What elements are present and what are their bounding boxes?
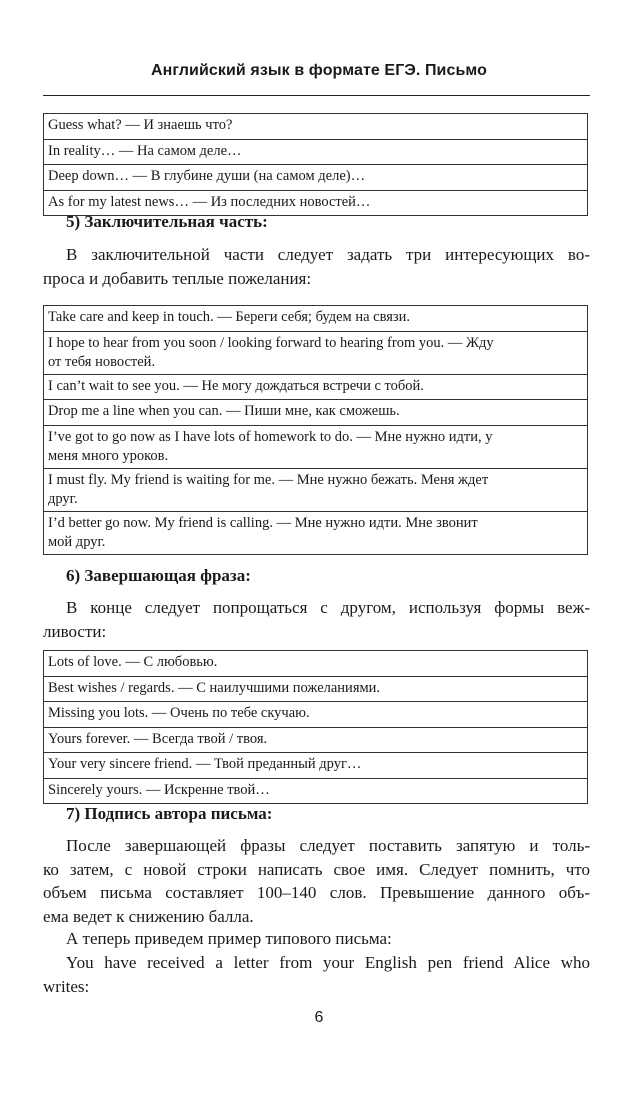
paragraph-signature xyxy=(43,834,590,928)
cell-line: I hope to hear from you soon / looking forward to hearing from you. — Жду xyxy=(48,334,494,351)
table-cell xyxy=(44,511,588,554)
table-cell xyxy=(44,306,588,332)
table-row xyxy=(44,331,588,374)
table-cell xyxy=(44,425,588,468)
table-cell: Best wishes / regards. — С наилучшими пожеланиями. xyxy=(44,676,588,702)
table-row xyxy=(44,374,588,400)
paragraph-task xyxy=(43,951,590,998)
paragraph-line: ливости: xyxy=(43,621,107,641)
cell-line: Take care and keep in touch. — Береги себя; будем на связи. xyxy=(48,309,411,325)
section-heading-final-phrase: 6) Завершающая фраза: xyxy=(66,566,251,585)
table-cell: Deep down… — В глубине души (на самом деле)… xyxy=(44,165,588,191)
table-row xyxy=(44,778,588,804)
cell-line: Drop me a line when you can. — Пиши мне, как сможешь. xyxy=(48,403,400,419)
paragraph-example-intro xyxy=(43,927,590,951)
table-cell: Yours forever. — Всегда твой / твоя. xyxy=(44,727,588,753)
table-row xyxy=(44,425,588,468)
cell-line: друг. xyxy=(48,490,78,507)
paragraph-line: You have received a letter from your English pen friend Alice who xyxy=(66,953,590,972)
page-number: 6 xyxy=(314,1009,324,1026)
table-cell: As for my latest news… — Из последних новостей… xyxy=(44,190,588,216)
table-cell: Guess what? — И знаешь что? xyxy=(44,114,588,140)
paragraph-line: объем письма составляет 100–140 слов. Превышение данного объ- xyxy=(43,883,590,902)
table-cell xyxy=(44,468,588,511)
paragraph-line: В заключительной части следует задать три интересующих во- xyxy=(66,245,590,264)
table-row xyxy=(44,651,588,677)
table-cell: In reality… — На самом деле… xyxy=(44,139,588,165)
cell-line: меня много уроков. xyxy=(48,447,169,464)
paragraph-line: В конце следует попрощаться с другом, используя формы веж- xyxy=(66,598,590,617)
table-row xyxy=(44,139,588,165)
phrase-table-closing xyxy=(43,305,588,555)
cell-line: I must fly. My friend is waiting for me. — Мне нужно бежать. Меня ждет xyxy=(48,471,489,488)
paragraph-closing xyxy=(43,243,590,290)
table-cell xyxy=(44,400,588,426)
table-row xyxy=(44,676,588,702)
cell-line: мой друг. xyxy=(48,533,106,550)
table-row xyxy=(44,306,588,332)
cell-line: I’ve got to go now as I have lots of homework to do. — Мне нужно идти, у xyxy=(48,428,493,445)
paragraph-final-phrase xyxy=(43,596,590,643)
cell-line: I’d better go now. My friend is calling. — Мне нужно идти. Мне звонит xyxy=(48,514,478,531)
table-cell: Sincerely yours. — Искренне твой… xyxy=(44,778,588,804)
table-row xyxy=(44,702,588,728)
phrase-table-final xyxy=(43,650,588,804)
table-cell xyxy=(44,374,588,400)
section-heading-closing: 5) Заключительная часть: xyxy=(66,212,268,231)
paragraph-line: проса и добавить теплые пожелания: xyxy=(43,268,312,288)
table-row xyxy=(44,400,588,426)
cell-line: от тебя новостей. xyxy=(48,353,156,370)
table-row xyxy=(44,727,588,753)
paragraph-line: writes: xyxy=(43,976,90,996)
running-head: Английский язык в формате ЕГЭ. Письмо xyxy=(150,62,488,79)
paragraph-line: После завершающей фразы следует поставить запятую и толь- xyxy=(66,836,590,855)
phrase-table-intro xyxy=(43,113,588,216)
table-row xyxy=(44,753,588,779)
header-rule xyxy=(43,95,590,96)
paragraph-line: ема ведет к снижению балла. xyxy=(43,906,254,926)
table-cell: Missing you lots. — Очень по тебе скучаю. xyxy=(44,702,588,728)
cell-line: I can’t wait to see you. — Не могу дождаться встречи с тобой. xyxy=(48,377,424,394)
paragraph-line: А теперь приведем пример типового письма: xyxy=(66,929,392,948)
paragraph-line: ко затем, с новой строки написать свое имя. Следует помнить, что xyxy=(43,859,590,879)
table-cell xyxy=(44,331,588,374)
section-heading-signature: 7) Подпись автора письма: xyxy=(66,804,273,823)
table-row xyxy=(44,511,588,554)
table-row xyxy=(44,165,588,191)
table-cell: Your very sincere friend. — Твой преданный друг… xyxy=(44,753,588,779)
table-cell: Lots of love. — С любовью. xyxy=(44,651,588,677)
table-row xyxy=(44,468,588,511)
table-row xyxy=(44,114,588,140)
